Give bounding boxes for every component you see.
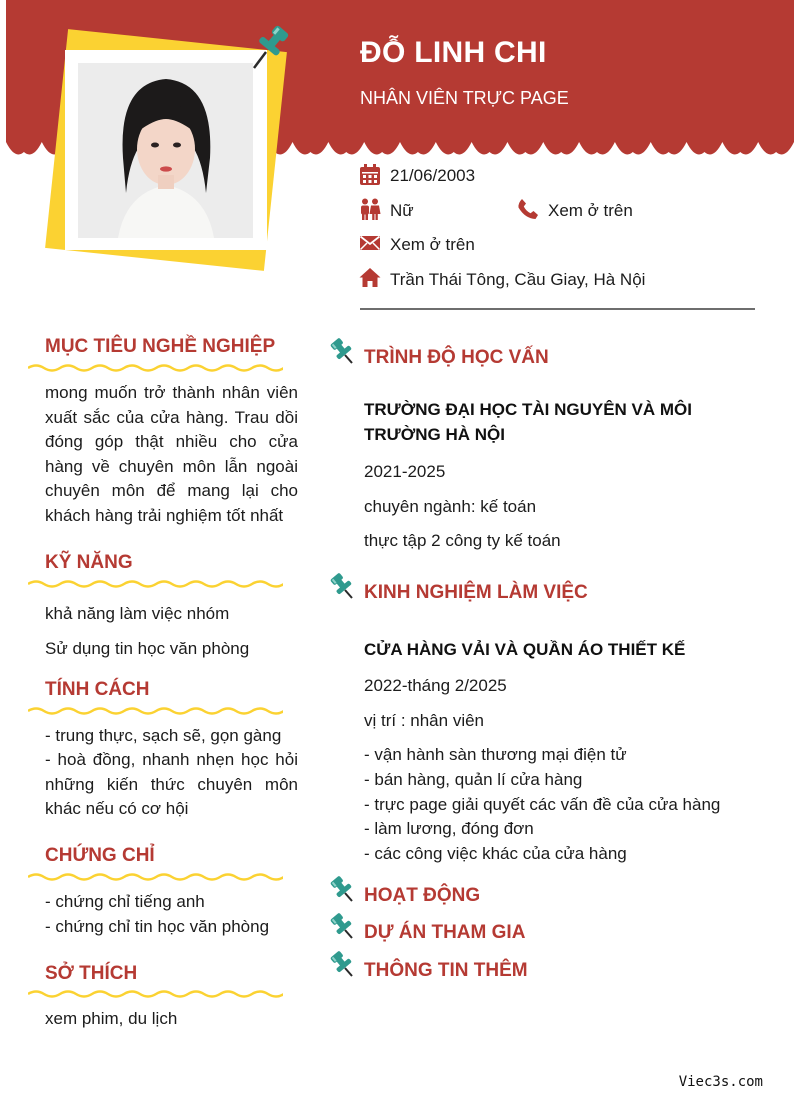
- personality-item: - trung thực, sạch sẽ, gọn gàng: [45, 726, 282, 745]
- home-icon: [359, 267, 381, 289]
- email: Xem ở trên: [390, 235, 475, 254]
- activities-title: HOẠT ĐỘNG: [364, 885, 481, 906]
- pushpin-icon: [329, 950, 359, 980]
- pushpin-icon: [248, 24, 292, 72]
- pushpin-icon: [329, 337, 359, 367]
- hobbies-text: xem phim, du lịch: [45, 1009, 178, 1028]
- hobbies-title: SỞ THÍCH: [45, 963, 138, 984]
- certificates-title: CHỨNG CHỈ: [45, 845, 155, 866]
- objective-title: MỤC TIÊU NGHỀ NGHIỆP: [45, 336, 276, 357]
- education-years: 2021-2025: [364, 462, 446, 481]
- duty-item: - bán hàng, quản lí cửa hàng: [364, 770, 583, 789]
- wavy-underline: [28, 705, 283, 717]
- pushpin-icon: [329, 912, 359, 942]
- birthdate: 21/06/2003: [390, 166, 476, 185]
- more-info-title: THÔNG TIN THÊM: [364, 960, 528, 981]
- school-name-line1: TRƯỜNG ĐẠI HỌC TÀI NGUYÊN VÀ MÔI: [364, 400, 692, 419]
- skill-item: khả năng làm việc nhóm: [45, 604, 230, 623]
- projects-title: DỰ ÁN THAM GIA: [364, 922, 526, 943]
- education-title: TRÌNH ĐỘ HỌC VẤN: [364, 347, 549, 368]
- phone: Xem ở trên: [548, 201, 633, 220]
- pushpin-icon: [329, 572, 359, 602]
- experience-title: KINH NGHIỆM LÀM VIỆC: [364, 582, 588, 603]
- gender-icon: [359, 198, 381, 220]
- wavy-underline: [28, 578, 283, 590]
- objective-text: mong muốn trở thành nhân viên xuất sắc của cửa hàng. Trau dồi đóng góp thật nhiều cho cửa hàng về chuyên môn lẫn ngoài chuyên môn để mang lại cho khách hàng trải nghiệm tốt nhất: [45, 383, 298, 525]
- duty-item: - trực page giải quyết các vấn đề của cửa hàng: [364, 795, 721, 814]
- wavy-underline: [28, 871, 283, 883]
- address: Trần Thái Tông, Cầu Giay, Hà Nội: [390, 270, 646, 289]
- experience-position: vị trí : nhân viên: [364, 711, 485, 730]
- duty-item: - các công việc khác của cửa hàng: [364, 844, 627, 863]
- company-name: CỬA HÀNG VẢI VÀ QUẦN ÁO THIẾT KẾ: [364, 640, 686, 659]
- candidate-name: ĐỖ LINH CHI: [360, 36, 547, 69]
- profile-photo: [78, 63, 253, 238]
- wavy-underline: [28, 988, 283, 1000]
- info-divider: [360, 308, 755, 310]
- skill-item: Sử dụng tin học văn phòng: [45, 639, 250, 658]
- job-title: NHÂN VIÊN TRỰC PAGE: [360, 88, 569, 108]
- phone-icon: [517, 198, 539, 220]
- duty-item: - làm lương, đóng đơn: [364, 819, 534, 838]
- school-name-line2: TRƯỜNG HÀ NỘI: [364, 425, 505, 444]
- calendar-icon: [359, 164, 381, 186]
- certificate-item: - chứng chỉ tin học văn phòng: [45, 917, 270, 936]
- duty-item: - vận hành sàn thương mại điện tử: [364, 745, 627, 764]
- experience-period: 2022-tháng 2/2025: [364, 676, 507, 695]
- education-note: thực tập 2 công ty kế toán: [364, 531, 561, 550]
- gender: Nữ: [390, 201, 414, 220]
- skills-title: KỸ NĂNG: [45, 552, 133, 573]
- certificate-item: - chứng chỉ tiếng anh: [45, 892, 205, 911]
- education-major: chuyên ngành: kế toán: [364, 497, 537, 516]
- watermark: Viec3s.com: [678, 1074, 763, 1090]
- wavy-underline: [28, 362, 283, 374]
- personality-item: - hoà đồng, nhanh nhẹn học hỏi những kiến thức chuyên môn khác nếu có cơ hội: [45, 750, 298, 819]
- pushpin-icon: [329, 875, 359, 905]
- personality-title: TÍNH CÁCH: [45, 679, 150, 700]
- email-icon: [359, 232, 381, 254]
